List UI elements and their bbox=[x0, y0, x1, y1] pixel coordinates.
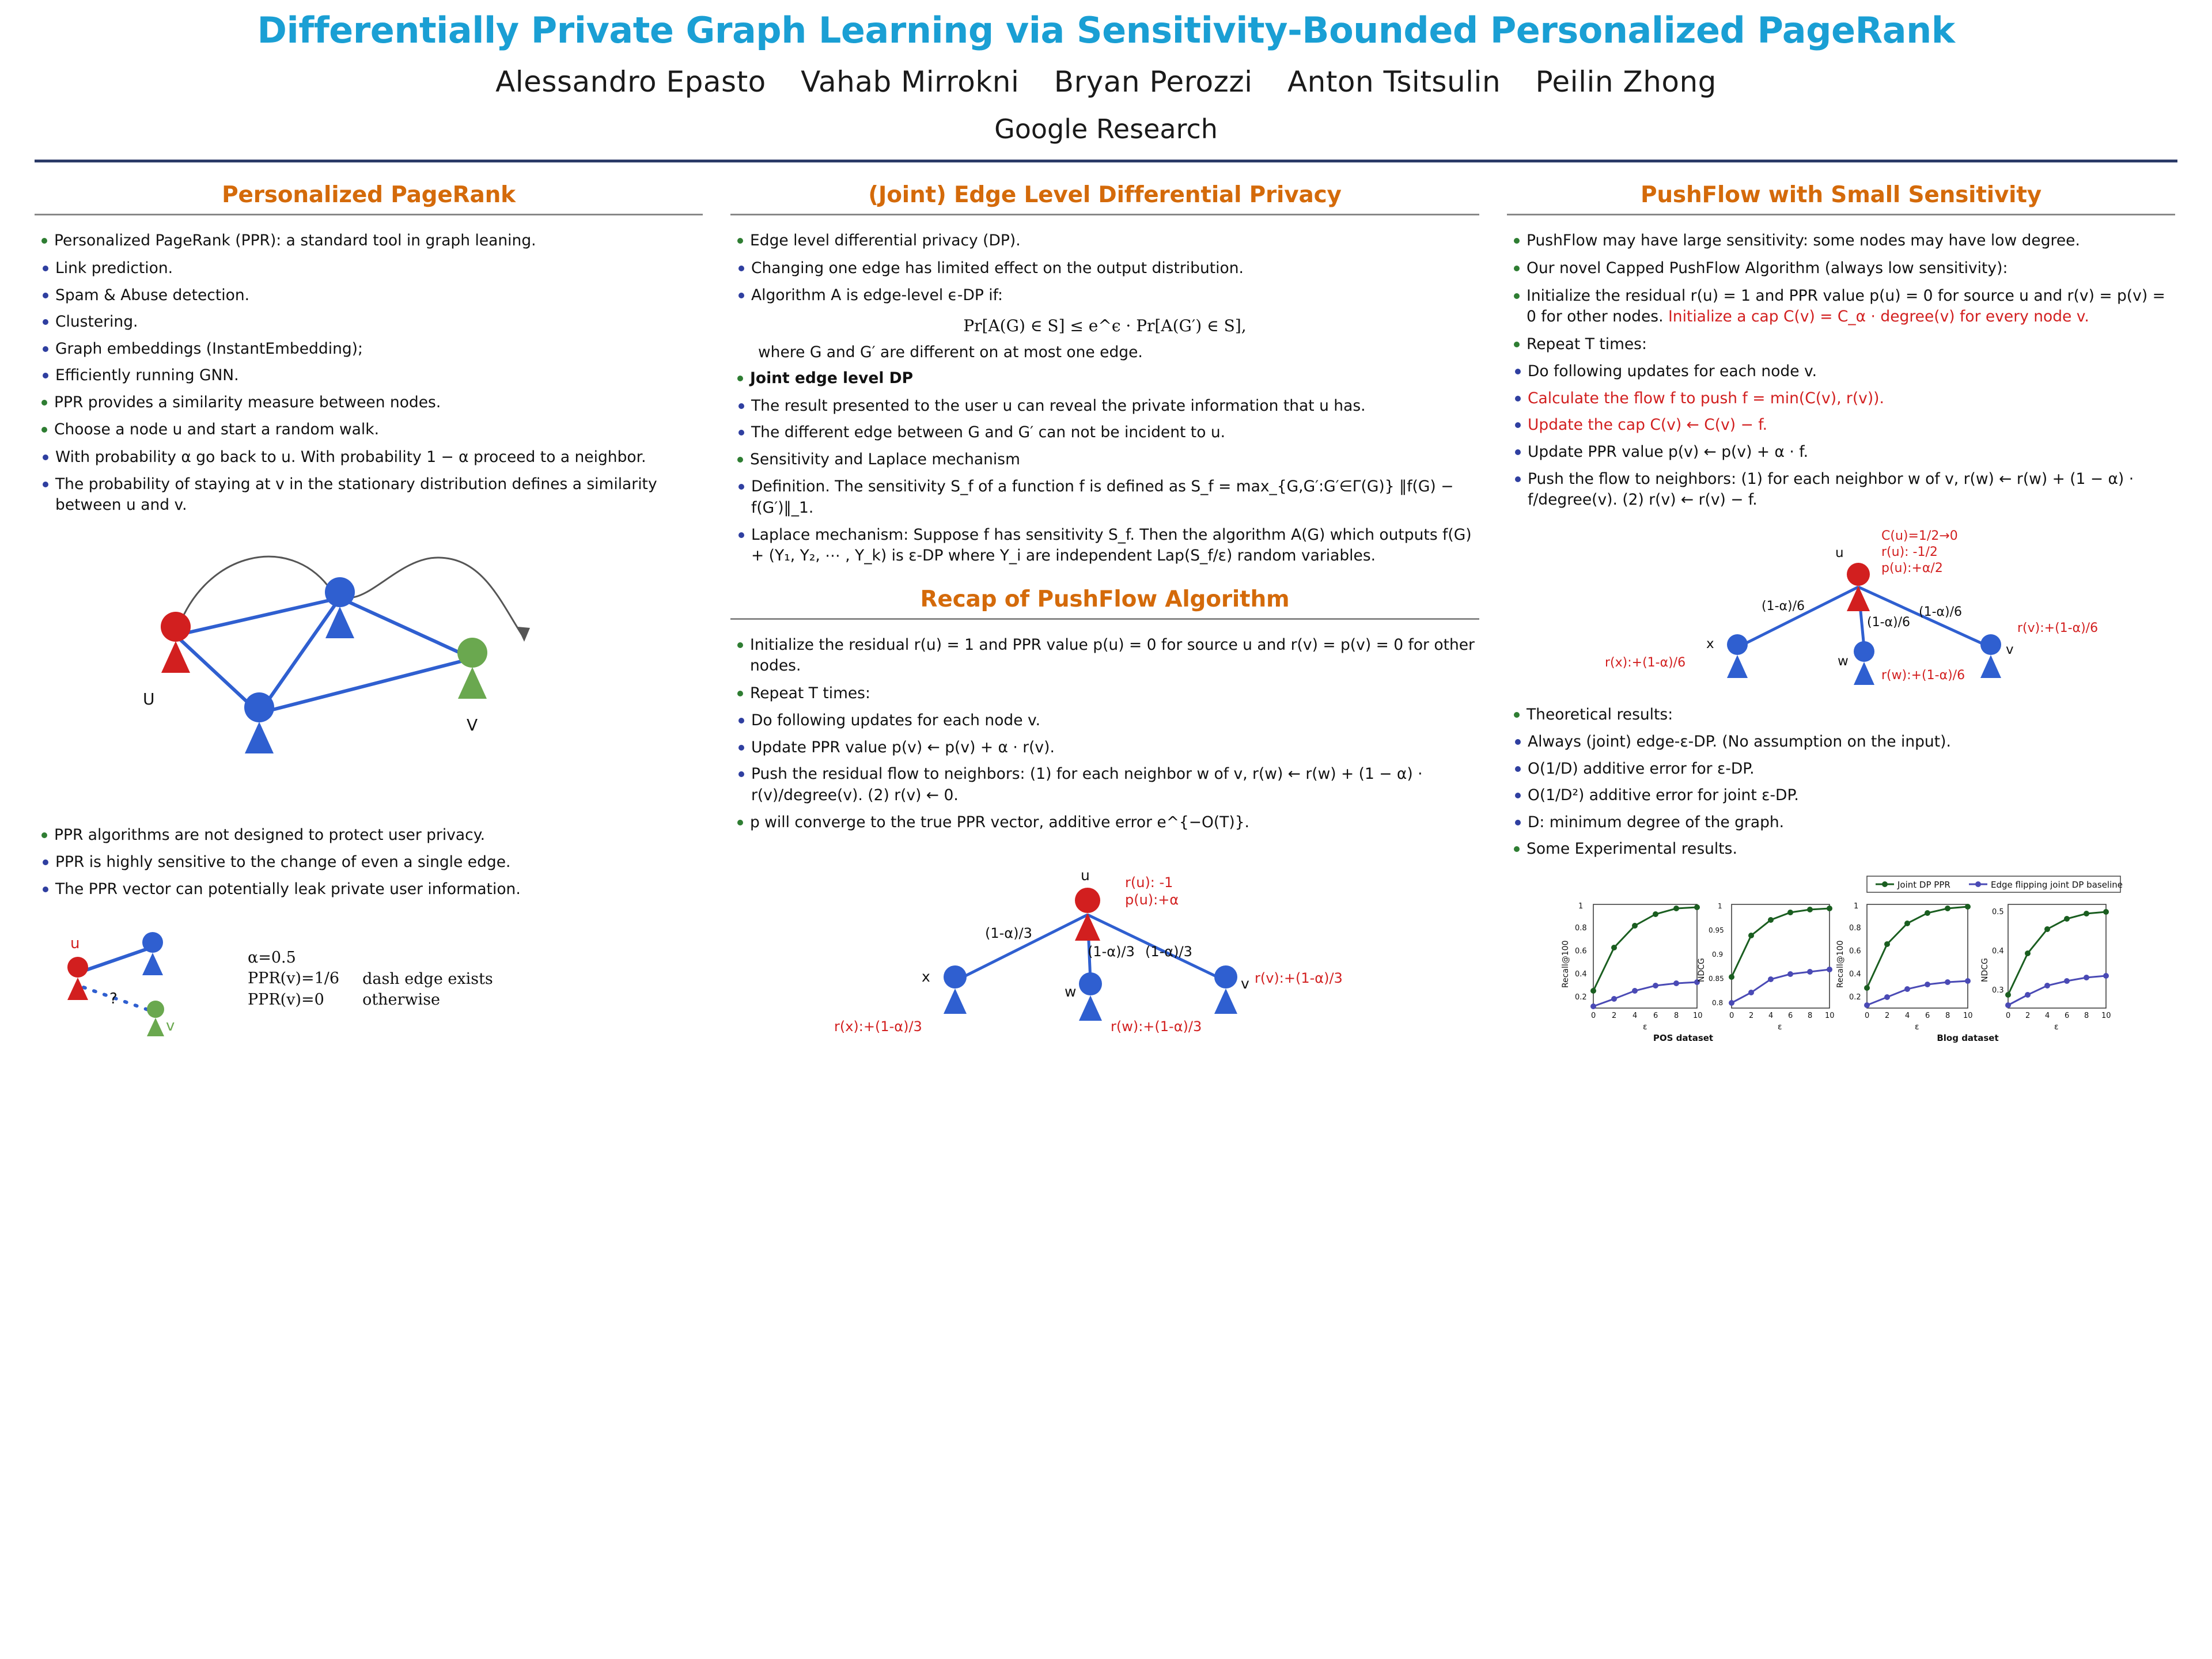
privacy-sublist bbox=[35, 852, 703, 900]
xtick: 8 bbox=[1945, 1012, 1950, 1020]
author: Vahab Mirrokni bbox=[801, 65, 1020, 99]
annot-rv: r(v):+(1-α)/3 bbox=[1255, 970, 1343, 987]
ytick: 0.2 bbox=[1849, 993, 1861, 1002]
column-middle bbox=[730, 182, 1479, 1058]
list-item: Initialize the residual r(u) = 1 and PPR value p(u) = 0 for source u and r(v) = p(v) = 0 for other nodes. bbox=[750, 635, 1479, 677]
xtick: 4 bbox=[1768, 1012, 1774, 1020]
edge-label-2: (1-α)/3 bbox=[1088, 944, 1135, 960]
xtick: 6 bbox=[1653, 1012, 1658, 1020]
list-item: p will converge to the true PPR vector, additive error e^{−O(T)}. bbox=[750, 812, 1479, 834]
privacy-list bbox=[35, 825, 703, 846]
dp-sublist-3 bbox=[730, 476, 1479, 566]
xtick: 4 bbox=[1633, 1012, 1638, 1020]
dp-sublist-1 bbox=[730, 258, 1479, 306]
legend-label-question: ? bbox=[109, 990, 118, 1008]
legend-dash-1: dash edge exists bbox=[362, 969, 493, 988]
capped-sublist bbox=[1507, 361, 2175, 510]
list-item: Spam & Abuse detection. bbox=[55, 285, 703, 306]
legend-entry-2: Edge flipping joint DP baseline bbox=[1991, 880, 2123, 890]
edge-label-3: (1-α)/3 bbox=[1145, 944, 1192, 960]
y-axis-label: Recall@100 bbox=[1561, 940, 1570, 988]
xtick: 6 bbox=[1925, 1012, 1930, 1020]
ytick: 0.85 bbox=[1709, 975, 1724, 983]
chart-pos-ndcg bbox=[1697, 902, 1835, 1032]
ppr-sublist-1 bbox=[35, 258, 703, 387]
list-item: Choose a node u and start a random walk. bbox=[54, 419, 703, 441]
y-axis-label: NDCG bbox=[1697, 958, 1706, 982]
experiments-svg bbox=[1553, 873, 2129, 1046]
equation-note: where G and G′ are different on at most one edge. bbox=[758, 343, 1143, 362]
list-item: Do following updates for each node v. bbox=[1528, 361, 2175, 382]
legend-label-v: v bbox=[166, 1017, 175, 1035]
pushflow-list-2 bbox=[730, 812, 1479, 834]
list-item: PushFlow may have large sensitivity: some nodes may have low degree. bbox=[1527, 230, 2175, 252]
section-divider bbox=[730, 214, 1479, 215]
edge-label-2: (1-α)/6 bbox=[1867, 615, 1911, 630]
list-item: Push the residual flow to neighbors: (1) for each neighbor w of v, r(w) ← r(w) + (1 − α) · r(v)/degree(v). (2) r(v) ← 0. bbox=[751, 764, 1479, 806]
xtick: 0 bbox=[1865, 1012, 1870, 1020]
section-title-pushflow: Recap of PushFlow Algorithm bbox=[920, 586, 1290, 612]
xtick: 6 bbox=[1788, 1012, 1793, 1020]
ytick: 0.4 bbox=[1849, 970, 1861, 979]
list-item: Personalized PageRank (PPR): a standard tool in graph leaning. bbox=[54, 230, 703, 252]
edge-label-1: (1-α)/6 bbox=[1762, 599, 1805, 613]
header-divider bbox=[35, 160, 2177, 162]
list-item: PPR provides a similarity measure between nodes. bbox=[54, 392, 703, 414]
xtick: 0 bbox=[1591, 1012, 1596, 1020]
figure-random-walk-graph bbox=[35, 529, 703, 819]
ytick: 0.4 bbox=[1992, 947, 2004, 956]
xtick: 10 bbox=[1693, 1012, 1703, 1020]
ytick: 0.9 bbox=[1712, 950, 1724, 959]
list-item: Calculate the flow f to push f = min(C(v), r(v)). bbox=[1528, 388, 2175, 410]
annot-rv: r(v):+(1-α)/6 bbox=[2017, 620, 2099, 635]
chart-title-blog: Blog dataset bbox=[1937, 1033, 1999, 1043]
node-label-w: w bbox=[1065, 983, 1077, 1001]
x-axis-label: ε bbox=[1778, 1022, 1782, 1032]
poster-columns bbox=[35, 182, 2177, 1067]
xtick: 2 bbox=[1885, 1012, 1890, 1020]
list-item: Do following updates for each node v. bbox=[751, 710, 1479, 732]
author: Anton Tsitsulin bbox=[1287, 65, 1501, 99]
list-item: Push the flow to neighbors: (1) for each neighbor w of v, r(w) ← r(w) + (1 − α) · f/degree(v). (2) r(v) ← r(v) − f. bbox=[1528, 469, 2175, 511]
list-item: Update the cap C(v) ← C(v) − f. bbox=[1528, 415, 2175, 436]
ytick: 0.8 bbox=[1575, 924, 1587, 933]
ytick: 1 bbox=[1578, 902, 1584, 911]
chart-blog-recall bbox=[1836, 902, 1999, 1043]
list-item: Repeat T times: bbox=[1527, 334, 2175, 355]
section-title-capped: PushFlow with Small Sensitivity bbox=[1640, 182, 2042, 209]
list-item: Some Experimental results. bbox=[1527, 839, 2175, 860]
xtick: 0 bbox=[2006, 1012, 2011, 1020]
list-item: Graph embeddings (InstantEmbedding); bbox=[55, 339, 703, 360]
xtick: 8 bbox=[2084, 1012, 2089, 1020]
pushflow-tree-svg bbox=[765, 846, 1445, 1036]
list-item: Algorithm A is edge-level ϵ-DP if: bbox=[751, 285, 1479, 306]
theory-list bbox=[1507, 704, 2175, 726]
ytick: 0.95 bbox=[1709, 926, 1724, 934]
node-label-v: v bbox=[2006, 642, 2014, 657]
xtick: 10 bbox=[1825, 1012, 1835, 1020]
capped-init-text: Initialize the residual r(u) = 1 and PPR value p(u) = 0 for source u and r(v) = p(v) = 0 for other nodes. Initialize a cap C(v) = C_α · degree(v) for every node v. bbox=[1527, 286, 2165, 326]
section-title-ppr: Personalized PageRank bbox=[222, 182, 516, 209]
y-axis-label: NDCG bbox=[1980, 958, 1990, 982]
annot-pu: p(u):+α/2 bbox=[1881, 560, 1943, 575]
section-divider bbox=[1507, 214, 2175, 215]
random-walk-graph-svg bbox=[69, 529, 668, 817]
dp-list bbox=[730, 230, 1479, 252]
node-label-u: u bbox=[1081, 867, 1090, 884]
legend-dash-2: otherwise bbox=[362, 991, 441, 1009]
legend-alpha: α=0.5 bbox=[248, 948, 296, 967]
ppr-list bbox=[35, 230, 703, 252]
list-item: Update PPR value p(v) ← p(v) + α · r(v). bbox=[751, 737, 1479, 759]
figure-dash-edge-legend bbox=[35, 912, 703, 1045]
list-item: Link prediction. bbox=[55, 258, 703, 279]
ytick: 0.6 bbox=[1849, 947, 1861, 956]
list-item: Repeat T times: bbox=[750, 683, 1479, 704]
pushflow-list bbox=[730, 635, 1479, 704]
legend-values bbox=[248, 948, 339, 1010]
y-axis-label: Recall@100 bbox=[1836, 940, 1845, 988]
ytick: 1 bbox=[1854, 902, 1859, 911]
edge-label-1: (1-α)/3 bbox=[985, 925, 1032, 942]
figure-pushflow-tree bbox=[730, 846, 1479, 1038]
xtick: 10 bbox=[2101, 1012, 2111, 1020]
ytick: 0.8 bbox=[1712, 999, 1724, 1007]
list-item: Our novel Capped PushFlow Algorithm (always low sensitivity): bbox=[1527, 258, 2175, 279]
node-label-u: u bbox=[1835, 545, 1844, 560]
chart-pos-recall bbox=[1561, 902, 1713, 1043]
xtick: 2 bbox=[1612, 1012, 1617, 1020]
legend-entry-1: Joint DP PPR bbox=[1897, 880, 1950, 890]
author-list bbox=[35, 65, 2177, 99]
x-axis-label: ε bbox=[2054, 1022, 2059, 1032]
dp-list-2 bbox=[730, 368, 1479, 389]
xtick: 6 bbox=[2065, 1012, 2070, 1020]
list-item: O(1/D) additive error for ε-DP. bbox=[1528, 759, 2175, 780]
list-item: The different edge between G and G′ can not be incident to u. bbox=[751, 422, 1479, 444]
legend-ppr-1: PPR(v)=1/6 bbox=[248, 969, 340, 988]
graph-label-v: V bbox=[467, 715, 478, 734]
list-item: D: minimum degree of the graph. bbox=[1528, 812, 2175, 834]
list-item: Efficiently running GNN. bbox=[55, 365, 703, 387]
list-item: PPR is highly sensitive to the change of even a single edge. bbox=[55, 852, 703, 873]
xtick: 2 bbox=[1749, 1012, 1754, 1020]
chart-blog-ndcg bbox=[1980, 904, 2111, 1032]
figure-experimental-charts bbox=[1507, 873, 2175, 1048]
x-axis-label: ε bbox=[1915, 1022, 1919, 1032]
list-item: Always (joint) edge-ε-DP. (No assumption on the input). bbox=[1528, 732, 2175, 753]
author: Peilin Zhong bbox=[1535, 65, 1717, 99]
xtick: 4 bbox=[1905, 1012, 1910, 1020]
annot-rx: r(x):+(1-α)/6 bbox=[1605, 655, 1686, 670]
chart-legend bbox=[1867, 876, 2123, 892]
node-label-x: x bbox=[922, 968, 930, 986]
graph-label-u: U bbox=[143, 689, 155, 709]
section-personalized-pagerank bbox=[35, 182, 703, 1045]
xtick: 0 bbox=[1729, 1012, 1734, 1020]
x-axis-label: ε bbox=[1643, 1022, 1647, 1032]
legend-row bbox=[35, 912, 703, 1045]
list-item: PPR algorithms are not designed to protect user privacy. bbox=[54, 825, 703, 846]
list-item: The probability of staying at v in the stationary distribution defines a similarity between u and v. bbox=[55, 474, 703, 516]
ppr-sublist-2 bbox=[35, 447, 703, 516]
affiliation: Google Research bbox=[994, 113, 1218, 145]
ytick: 0.3 bbox=[1992, 986, 2004, 995]
chart-title-pos: POS dataset bbox=[1653, 1033, 1714, 1043]
section-divider bbox=[730, 618, 1479, 620]
xtick: 8 bbox=[1674, 1012, 1679, 1020]
list-item: Laplace mechanism: Suppose f has sensitivity S_f. Then the algorithm A(G) which outputs f(G) + (Y₁, Y₂, ⋯ , Y_k) is ε-DP where Y_i are independent Lap(S_f/ε) random variables. bbox=[751, 525, 1479, 567]
ytick: 0.5 bbox=[1992, 908, 2004, 916]
list-item: The PPR vector can potentially leak private user information. bbox=[55, 879, 703, 900]
ppr-list-2 bbox=[35, 392, 703, 441]
ytick: 0.2 bbox=[1575, 993, 1587, 1002]
annot-ru: r(u): -1 bbox=[1125, 874, 1173, 891]
list-item: With probability α go back to u. With probability 1 − α proceed to a neighbor. bbox=[55, 447, 703, 468]
annot-cu: C(u)=1/2→0 bbox=[1881, 528, 1958, 543]
list-item: Joint edge level DP bbox=[750, 368, 1479, 389]
column-right bbox=[1507, 182, 2175, 1067]
node-label-v: v bbox=[1241, 975, 1249, 993]
dash-edge-svg bbox=[35, 912, 225, 1045]
section-capped-pushflow bbox=[1507, 182, 2175, 1048]
list-item: Clustering. bbox=[55, 312, 703, 333]
annot-pu: p(u):+α bbox=[1125, 892, 1179, 908]
section-title-dp: (Joint) Edge Level Differential Privacy bbox=[868, 182, 1342, 209]
edge-label-3: (1-α)/6 bbox=[1919, 604, 1963, 619]
capped-list bbox=[1507, 230, 2175, 355]
annot-rw: r(w):+(1-α)/3 bbox=[1111, 1018, 1202, 1035]
list-item-capped-init bbox=[1527, 286, 2175, 328]
xtick: 8 bbox=[1808, 1012, 1813, 1020]
legend-ppr-2: PPR(v)=0 bbox=[248, 990, 324, 1009]
xtick: 10 bbox=[1963, 1012, 1973, 1020]
author: Alessandro Epasto bbox=[495, 65, 766, 99]
list-item: The result presented to the user u can reveal the private information that u has. bbox=[751, 396, 1479, 417]
xtick: 2 bbox=[2025, 1012, 2031, 1020]
list-item: Sensitivity and Laplace mechanism bbox=[750, 449, 1479, 471]
author: Bryan Perozzi bbox=[1054, 65, 1253, 99]
node-label-x: x bbox=[1706, 636, 1714, 652]
node-label-w: w bbox=[1838, 653, 1849, 669]
xtick: 4 bbox=[2045, 1012, 2050, 1020]
ytick: 0.8 bbox=[1849, 924, 1861, 933]
legend-dash-note bbox=[362, 947, 493, 1011]
list-item: Theoretical results: bbox=[1527, 704, 2175, 726]
list-item: Edge level differential privacy (DP). bbox=[750, 230, 1479, 252]
section-divider bbox=[35, 214, 703, 215]
pushflow-sublist bbox=[730, 710, 1479, 806]
list-item: O(1/D²) additive error for joint ε-DP. bbox=[1528, 785, 2175, 806]
ytick: 1 bbox=[1718, 902, 1722, 910]
list-item: Definition. The sensitivity S_f of a function f is defined as S_f = max_{G,G′:G′∈Γ(G)} ‖f(G) − f(G′)‖_1. bbox=[751, 476, 1479, 518]
theory-sublist bbox=[1507, 732, 2175, 833]
dp-list-3 bbox=[730, 449, 1479, 471]
list-item: Changing one edge has limited effect on the output distribution. bbox=[751, 258, 1479, 279]
annot-ru: r(u): -1/2 bbox=[1881, 544, 1938, 559]
dp-sublist-2 bbox=[730, 396, 1479, 444]
ytick: 0.4 bbox=[1575, 970, 1587, 979]
ytick: 0.6 bbox=[1575, 947, 1587, 956]
equation-dp: Pr[A(G) ∈ S] ≤ e^ϵ · Pr[A(G′) ∈ S], bbox=[963, 316, 1247, 336]
legend-label-u: u bbox=[70, 935, 80, 953]
experiments-list bbox=[1507, 839, 2175, 860]
annot-rx: r(x):+(1-α)/3 bbox=[834, 1018, 922, 1035]
poster-header bbox=[35, 0, 2177, 162]
section-edge-level-dp bbox=[730, 182, 1479, 566]
annot-rw: r(w):+(1-α)/6 bbox=[1881, 668, 1965, 683]
section-recap-pushflow bbox=[730, 586, 1479, 1039]
column-left bbox=[35, 182, 703, 1065]
page-title: Differentially Private Graph Learning via Sensitivity-Bounded Personalized PageRank bbox=[257, 9, 1955, 51]
list-item: Update PPR value p(v) ← p(v) + α · f. bbox=[1528, 442, 2175, 463]
figure-capped-pushflow-tree bbox=[1507, 524, 2175, 699]
capped-tree-svg bbox=[1536, 524, 2146, 696]
